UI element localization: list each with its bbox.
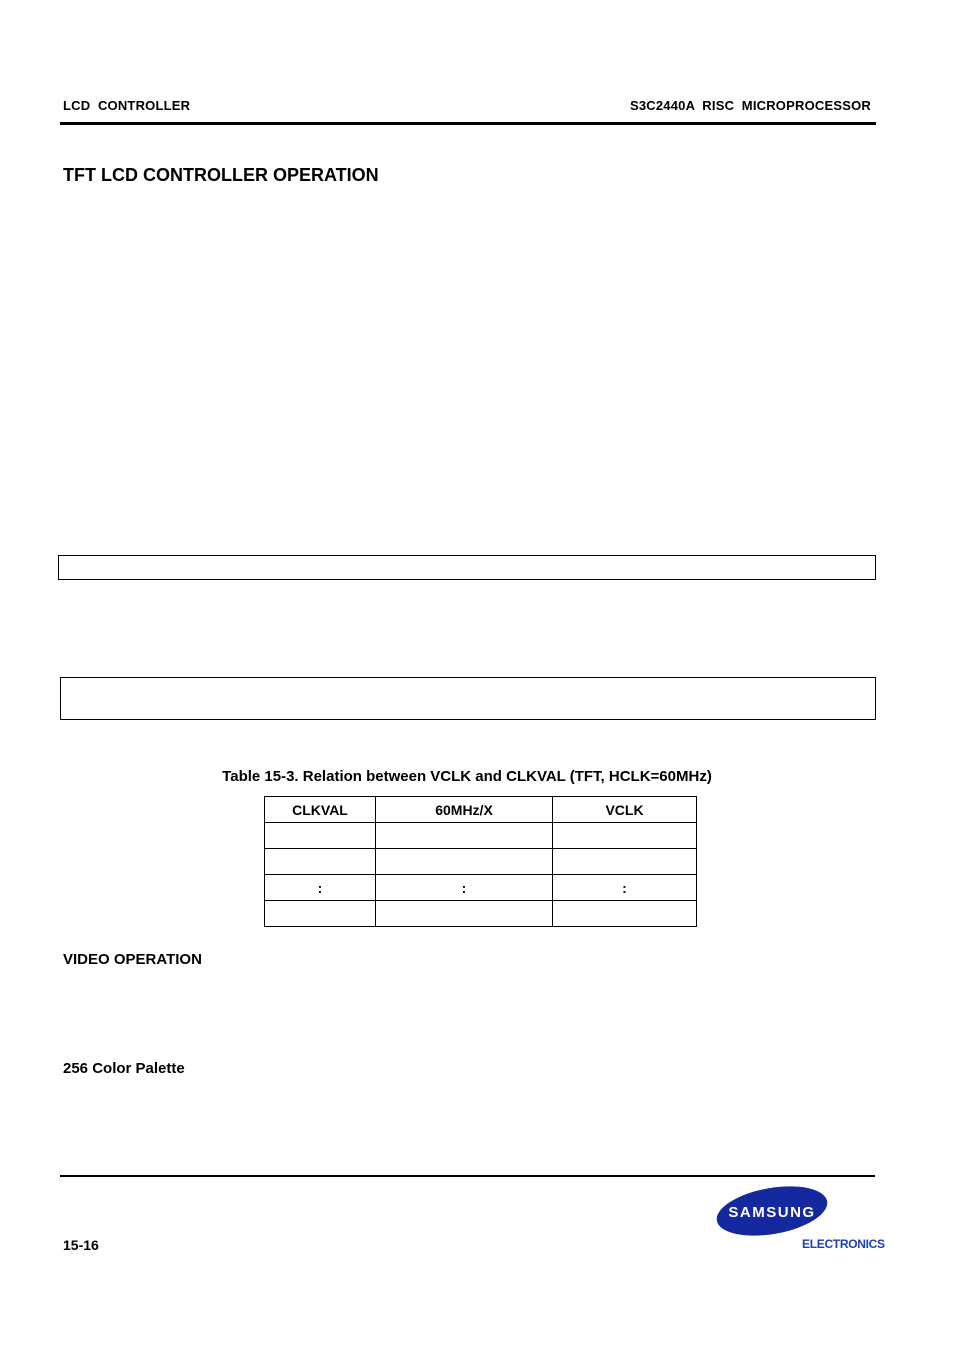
table-cell: [376, 849, 553, 875]
table-cell: :: [553, 875, 697, 901]
table-cell: :: [376, 875, 553, 901]
clkval-table: [264, 796, 697, 927]
table-row: [265, 901, 697, 927]
column-header: 60MHz/X: [376, 797, 553, 823]
table-row: [265, 849, 697, 875]
table-caption: Table 15-3. Relation between VCLK and CLKVAL (TFT, HCLK=60MHz): [222, 768, 712, 785]
empty-box-1: [58, 555, 876, 580]
footer-rule: [60, 1175, 875, 1177]
table-cell: [376, 901, 553, 927]
table-cell: [265, 849, 376, 875]
table-cell: [265, 901, 376, 927]
column-header: VCLK: [553, 797, 697, 823]
table-row: [265, 875, 697, 901]
video-operation-title: VIDEO OPERATION: [63, 951, 202, 968]
table-header-row: [265, 797, 697, 823]
table-cell: :: [265, 875, 376, 901]
table-cell: [265, 823, 376, 849]
page-number: 15-16: [63, 1237, 99, 1253]
section-title: TFT LCD CONTROLLER OPERATION: [63, 165, 379, 185]
header-left: LCD CONTROLLER: [63, 98, 191, 113]
table-cell: [553, 849, 697, 875]
logo-text: SAMSUNG: [728, 1204, 816, 1221]
table-cell: [553, 901, 697, 927]
table-cell: [376, 823, 553, 849]
palette-title: 256 Color Palette: [63, 1060, 185, 1077]
column-header: CLKVAL: [265, 797, 376, 823]
empty-box-2: [60, 677, 876, 720]
table-row: [265, 823, 697, 849]
table-cell: [553, 823, 697, 849]
samsung-logo: [714, 1184, 830, 1238]
header-right: S3C2440A RISC MICROPROCESSOR: [629, 98, 871, 113]
header-rule: [60, 122, 876, 125]
logo-subtitle: ELECTRONICS: [802, 1237, 885, 1251]
